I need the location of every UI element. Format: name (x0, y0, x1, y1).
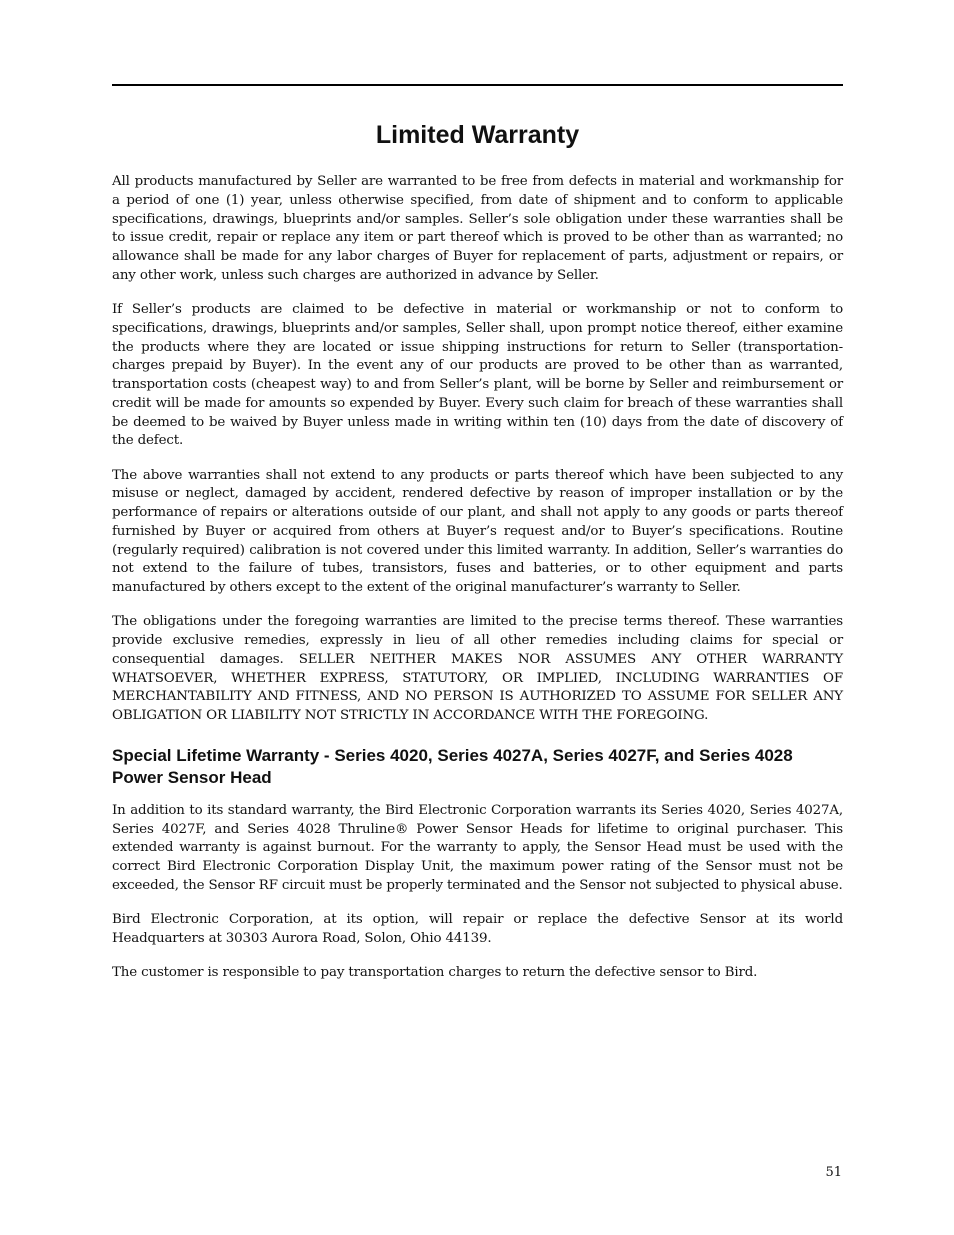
warranty-paragraph-1: All products manufactured by Seller are warranted to be free from defects in material and workmanship for a period of one (1) year, unless otherwise specified, from date of shipment and to conform to applicable specifications, drawings, blueprints and/or samples. Seller’s sole obligation under these warranties shall be to issue credit, repair or replace any item or part thereof which is proved to be other than as warranted; no allowance shall be made for any labor charges of Buyer for replacement of parts, adjustment or repairs, or any other work, unless such charges are authorized in advance by Seller. (112, 174, 843, 283)
top-rule (112, 84, 843, 86)
warranty-paragraph-3: The above warranties shall not extend to any products or parts thereof which have been subjected to any misuse or neglect, damaged by accident, rendered defective by reason of improper installation or by the performance of repairs or alterations outside of our plant, and shall not apply to any goods or parts thereof furnished by Buyer or acquired from others at Buyer’s request and/or to Buyer’s specifications. Routine (regularly required) calibration is not covered under this limited warranty. In addition, Seller’s warranties do not extend to the failure of tubes, transistors, fuses and batteries, or to other equipment and parts manufactured by others except to the extent of the original manufacturer’s warranty to Seller. (112, 467, 843, 595)
special-warranty-paragraph-3: The customer is responsible to pay transportation charges to return the defective sensor to Bird. (112, 965, 758, 980)
warranty-paragraph-2: If Seller’s products are claimed to be defective in material or workmanship or not to conform to specifications, drawings, blueprints and/or samples, Seller shall, upon prompt notice thereof, either examine the products where they are located or issue shipping instructions for return to Seller (transportation-charges prepaid by Buyer). In the event any of our products are proved to be other than as warranted, transportation costs (cheapest way) to and from Seller’s plant, will be borne by Seller and reimbursement or credit will be made for amounts so expended by Buyer. Every such claim for breach of these warranties shall be deemed to be waived by Buyer unless made in writing within ten (10) days from the date of discovery of the defect. (112, 302, 843, 449)
special-warranty-heading: Special Lifetime Warranty - Series 4020, Series 4027A, Series 4027F, and Series 4028 Power Sensor Head (112, 745, 793, 787)
document-body (112, 173, 843, 998)
special-warranty-paragraph-1: In addition to its standard warranty, the Bird Electronic Corporation warrants its Series 4020, Series 4027A, Series 4027F, and Series 4028 Thruline® Power Sensor Heads for lifetime to original purchaser. This extended warranty is against burnout. For the warranty to apply, the Sensor Head must be used with the correct Bird Electronic Corporation Display Unit, the maximum power rating of the Sensor must not be exceeded, the Sensor RF circuit must be properly terminated and the Sensor not subjected to physical abuse. (112, 802, 843, 893)
special-warranty-paragraph-2: Bird Electronic Corporation, at its option, will repair or replace the defective Sensor at its world Headquarters at 30303 Aurora Road, Solon, Ohio 44139. (112, 912, 843, 946)
page-title: Limited Warranty (375, 121, 580, 149)
warranty-paragraph-4: The obligations under the foregoing warranties are limited to the precise terms thereof. These warranties provide exclusive remedies, expressly in lieu of all other remedies including claims for special or consequential damages. SELLER NEITHER MAKES NOR ASSUMES ANY OTHER WARRANTY WHATSOEVER, WHETHER EXPRESS, STATUTORY, OR IMPLIED, INCLUDING WARRANTIES OF MERCHANTABILITY AND FITNESS, AND NO PERSON IS AUTHORIZED TO ASSUME FOR SELLER ANY OBLIGATION OR LIABILITY NOT STRICTLY IN ACCORDANCE WITH THE FOREGOING. (112, 614, 843, 723)
page-number: 51 (825, 1165, 842, 1180)
